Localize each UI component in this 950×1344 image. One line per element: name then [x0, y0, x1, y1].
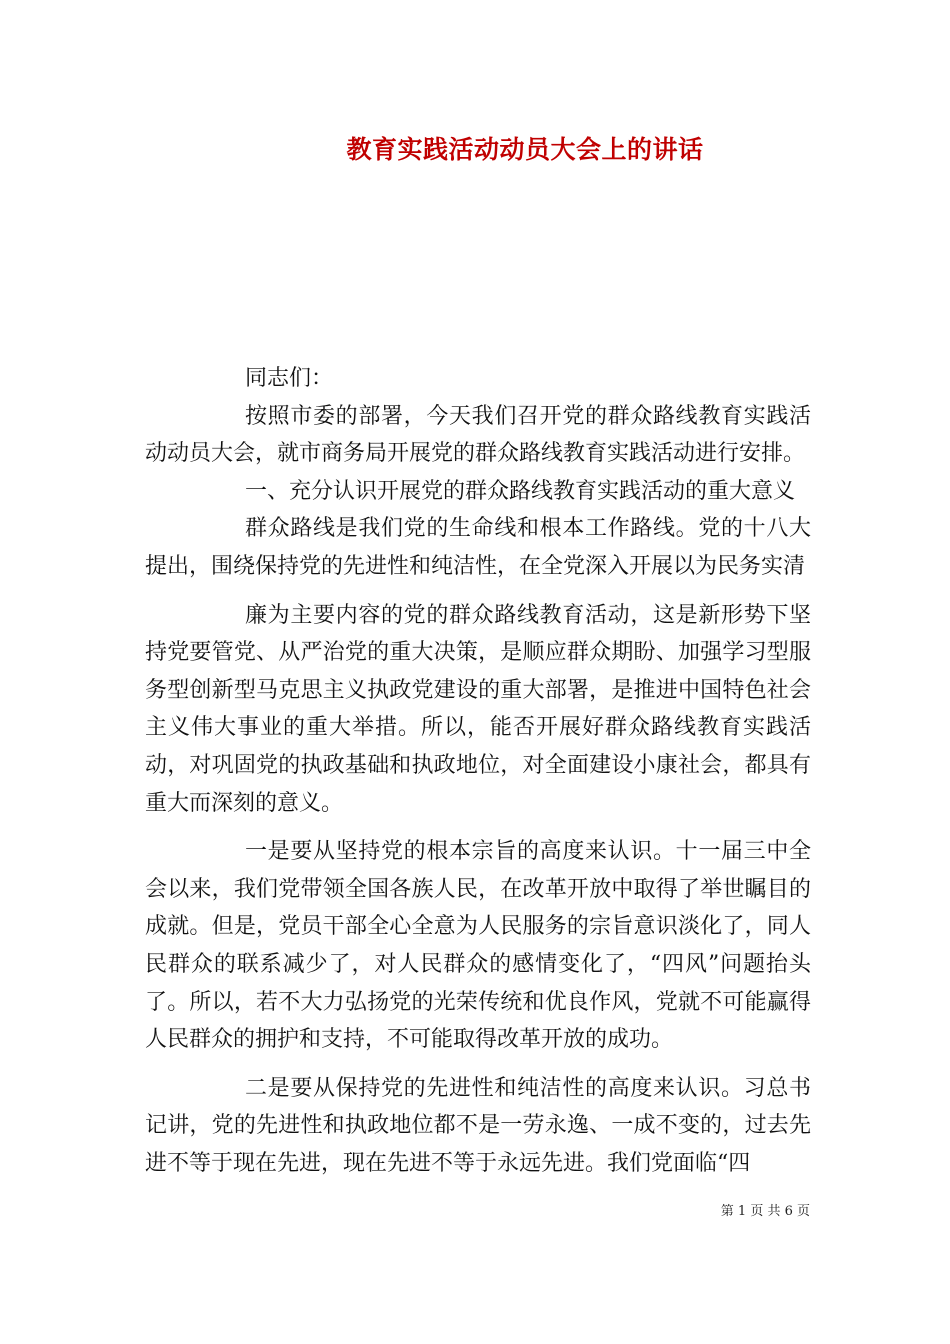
section-heading: 一、充分认识开展党的群众路线教育实践活动的重大意义	[245, 478, 796, 504]
salutation-paragraph: 同志们：	[245, 366, 334, 391]
document-title: 教育实践活动动员大会上的讲话	[346, 135, 704, 164]
body-paragraph: 二是要从保持党的先进性和纯洁性的高度来认识。习总书记讲，党的先进性和执政地位都不是一劳永逸、一成不变的，过去先进不等于现在先进，现在先进不等于永远先进。我们党面临“四	[145, 1075, 811, 1176]
body-paragraph: 一是要从坚持党的根本宗旨的高度来认识。十一届三中全会以来，我们党带领全国各族人民，在改革开放中取得了举世瞩目的成就。但是，党员干部全心全意为人民服务的宗旨意识淡化了，同人民群众的联系减少了，对人民群众的感情变化了，“四风”问题抬头了。所以，若不大力弘扬党的光荣传统和优良作风，党就不可能赢得人民群众的拥护和支持，不可能取得改革开放的成功。	[145, 839, 811, 1053]
body-paragraph: 按照市委的部署，今天我们召开党的群众路线教育实践活动动员大会，就市商务局开展党的群众路线教育实践活动进行安排。	[145, 403, 811, 467]
body-paragraph: 廉为主要内容的党的群众路线教育活动，这是新形势下坚持党要管党、从严治党的重大决策，是顺应群众期盼、加强学习型服务型创新型马克思主义执政党建设的重大部署，是推进中国特色社会主义伟大事业的重大举措。所以，能否开展好群众路线教育实践活动，对巩固党的执政基础和执政地位，对全面建设小康社会，都具有重大而深刻的意义。	[145, 602, 811, 816]
page-number: 第 1 页 共 6 页	[720, 1204, 810, 1219]
body-paragraph: 群众路线是我们党的生命线和根本工作路线。党的十八大提出，围绕保持党的先进性和纯洁性，在全党深入开展以为民务实清	[145, 516, 811, 579]
document-body	[145, 360, 811, 1182]
